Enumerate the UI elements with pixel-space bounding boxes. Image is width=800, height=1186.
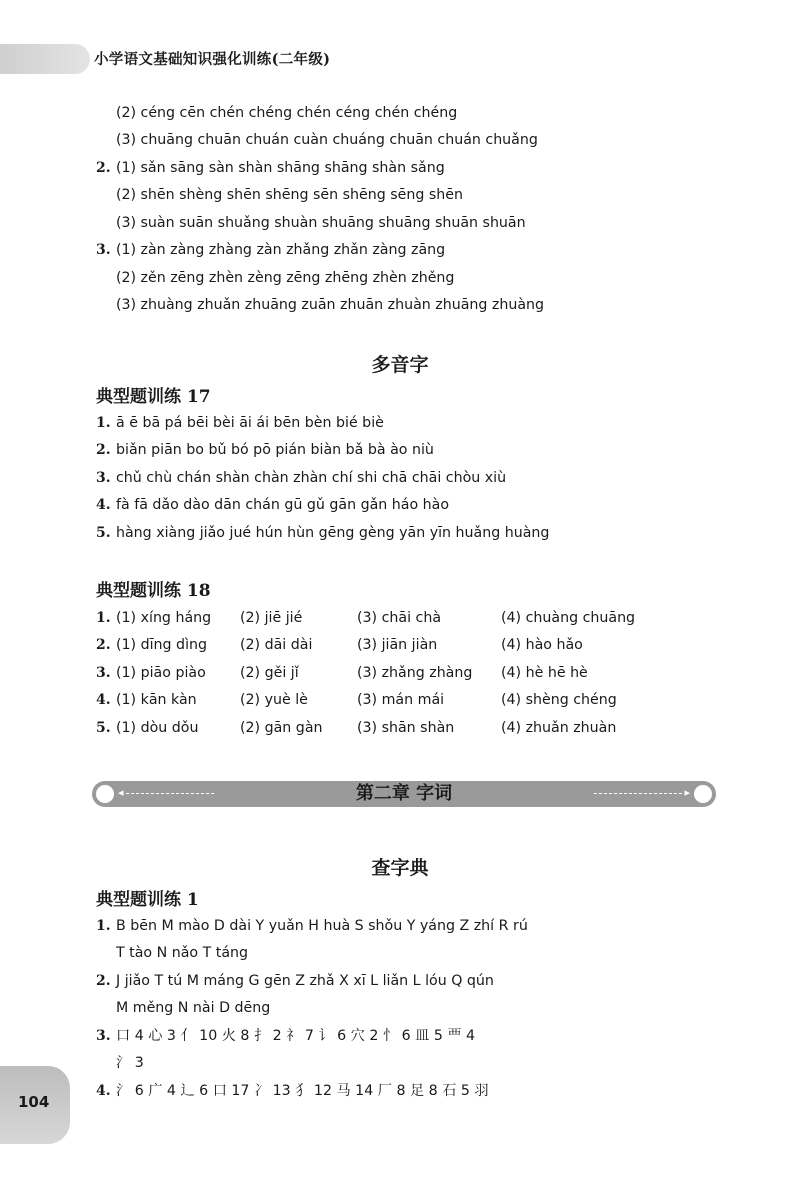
chapter-banner [92, 781, 716, 807]
answer-line: 2. J jiǎo T tú M máng G gēn Z zhǎ X xī L liǎn L lóu Q qún [96, 973, 494, 989]
answer-line: 3. chǔ chù chán shàn chàn zhàn chí shi chā chāi chòu xiù [96, 470, 507, 486]
answer-line: (3) chuāng chuān chuán cuàn chuáng chuān chuán chuǎng [116, 132, 538, 148]
section-title-dictionary: 查字典 [371, 857, 429, 879]
answer-line: 4. 氵 6 广 4 辶 6 口 17 冫 13 犭 12 马 14 厂 8 足 8 石 5 羽 [96, 1083, 489, 1099]
answer-line: 1. ā ē bā pá bēi bèi āi ái bēn bèn bié biè [96, 415, 384, 431]
answer-row: 3. (1) piāo piào (2) gěi jǐ (3) zhǎng zhàng (4) hè hē hè [96, 665, 588, 681]
answer-line: 3. (1) zàn zàng zhàng zàn zhǎng zhǎn zàng zāng [96, 242, 446, 258]
arrow-left-icon: ◂ [118, 786, 124, 799]
answer-line: 2. biǎn piān bo bǔ bó pō pián biàn bǎ bà ào niù [96, 442, 434, 458]
training-title-17: 典型题训练 17 [96, 387, 211, 407]
answer-line: 5. hàng xiàng jiǎo jué hún hùn gēng gèng yān yīn huǎng huàng [96, 525, 550, 541]
header-tab-decoration [0, 44, 90, 74]
page-number: 104 [18, 1093, 50, 1111]
answer-line: (2) céng cēn chén chéng chén céng chén chéng [116, 105, 458, 121]
answer-line: (2) zěn zēng zhèn zèng zēng zhēng zhèn zhěng [116, 270, 455, 286]
answer-line: 氵 3 [116, 1055, 144, 1071]
answer-line: 2. (1) sǎn sāng sàn shàn shāng shāng shàn sǎng [96, 160, 445, 176]
book-title: 小学语文基础知识强化训练(二年级) [94, 51, 331, 68]
answer-line: 4. fà fā dǎo dào dān chán gū gǔ gān gǎn háo hào [96, 497, 450, 513]
answer-line: 1. B bēn M mào D dài Y yuǎn H huà S shǒu Y yáng Z zhí R rú [96, 918, 528, 934]
answer-row: 4. (1) kān kàn (2) yuè lè (3) mán mái (4) shèng chéng [96, 692, 617, 708]
answer-row: 1. (1) xíng háng (2) jiē jié (3) chāi chà (4) chuàng chuāng [96, 610, 636, 626]
answer-line: (3) zhuàng zhuǎn zhuāng zuān zhuān zhuàn zhuāng zhuàng [116, 297, 545, 313]
answer-line: 3. 口 4 心 3 亻 10 火 8 扌 2 礻 7 讠 6 穴 2 忄 6 皿 5 覀 4 [96, 1028, 476, 1044]
chapter-title: 第二章 字词 [355, 783, 453, 804]
arrow-right-icon: ▸ [684, 786, 690, 799]
training-title-18: 典型题训练 18 [96, 581, 211, 601]
training-title-1: 典型题训练 1 [96, 890, 199, 910]
answer-row: 2. (1) dīng dìng (2) dāi dài (3) jiān jiàn (4) hào hǎo [96, 637, 583, 653]
answer-line: (3) suàn suān shuǎng shuàn shuāng shuāng shuān shuān [116, 215, 526, 231]
answer-line: T tào N nǎo T táng [116, 945, 249, 961]
section-title-polyphones: 多音字 [371, 354, 429, 376]
answer-line: (2) shēn shèng shēn shēng sēn shēng sēng shēn [116, 187, 463, 203]
answer-row: 5. (1) dòu dǒu (2) gān gàn (3) shān shàn (4) zhuǎn zhuàn [96, 720, 617, 736]
answer-line: M měng N nài D dēng [116, 1000, 271, 1016]
